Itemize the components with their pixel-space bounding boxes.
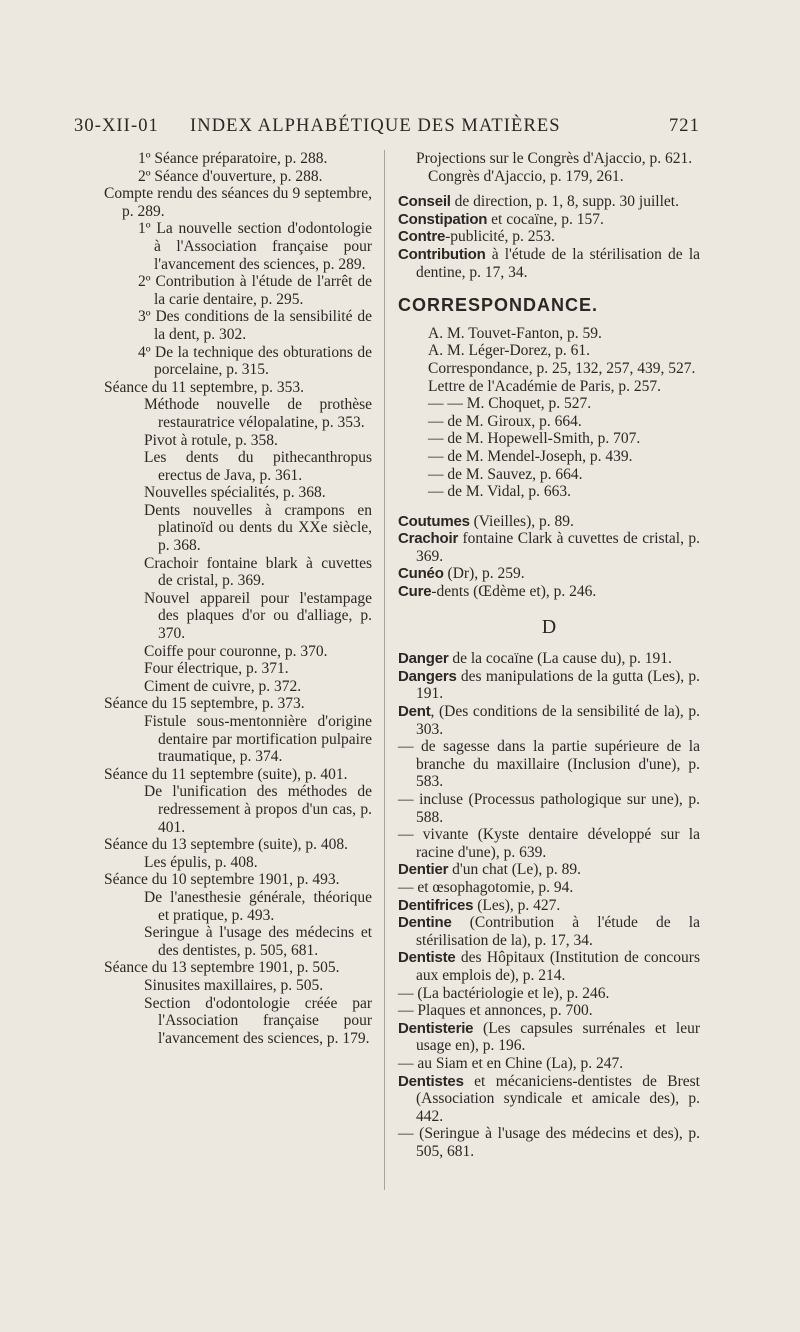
entry-headword: Danger bbox=[398, 650, 449, 668]
index-entry bbox=[398, 826, 700, 861]
section-letter: D bbox=[541, 615, 557, 638]
entry-headword: Dangers bbox=[398, 667, 457, 685]
entry-headword: Cunéo bbox=[398, 565, 444, 583]
index-entry bbox=[398, 1125, 700, 1160]
index-entry: Nouvelles spécialités, p. 368. bbox=[144, 484, 326, 502]
index-entry bbox=[398, 791, 700, 826]
index-entry bbox=[398, 513, 700, 531]
column-divider bbox=[384, 150, 385, 1190]
index-entry bbox=[398, 914, 700, 949]
index-entry: — de M. Hopewell-Smith, p. 707. bbox=[428, 430, 641, 448]
entry-text: — au Siam et en Chine (La), p. 247. bbox=[398, 1054, 624, 1072]
index-entry: Ciment de cuivre, p. 372. bbox=[144, 677, 302, 695]
index-entry bbox=[398, 738, 700, 791]
index-entry: Nouvel appareil pour l'estampage des plaques d'or ou d'alliage, p. 370. bbox=[144, 589, 372, 643]
index-entry: Compte rendu des séances du 9 septembre, p. 289. bbox=[104, 185, 372, 220]
entry-text: fontaine Clark à cuvettes de cristal, p. 369. bbox=[416, 530, 700, 565]
entry-text: (Dr), p. 259. bbox=[443, 565, 525, 583]
entry-headword: Constipation bbox=[398, 210, 488, 228]
index-entry: Méthode nouvelle de prothèse restauratrice vélopalatine, p. 353. bbox=[144, 396, 372, 431]
entry-text: des Hôpitaux (Institution de concours aux emplois de), p. 214. bbox=[416, 949, 700, 984]
index-entry: 3º Des conditions de la sensibilité de la dent, p. 302. bbox=[138, 308, 372, 343]
index-entry: Lettre de l'Académie de Paris, p. 257. bbox=[428, 377, 662, 395]
entry-headword: Dentine bbox=[398, 914, 452, 932]
index-entry bbox=[398, 879, 700, 897]
index-entry bbox=[398, 530, 700, 565]
entries-conseil-contribution bbox=[398, 193, 700, 281]
entries-coutumes-cure bbox=[398, 513, 700, 601]
index-entry: Section d'odontologie créée par l'Association française pour l'avancement des sciences, p. 179. bbox=[144, 994, 372, 1047]
entry-headword: Dent bbox=[398, 703, 431, 721]
entry-headword: Dentiste bbox=[398, 949, 456, 967]
index-entry: — de M. Mendel-Joseph, p. 439. bbox=[428, 447, 633, 465]
index-entry: 2º Contribution à l'étude de l'arrêt de la carie dentaire, p. 295. bbox=[138, 273, 372, 308]
index-entry: 4º De la technique des obturations de porcelaine, p. 315. bbox=[138, 343, 372, 379]
index-entry bbox=[398, 193, 700, 211]
entry-headword: Dentifrices bbox=[398, 896, 474, 914]
entry-text: des manipulations de la gutta (Les), p. 191. bbox=[416, 667, 700, 703]
page-number: 721 bbox=[668, 116, 700, 136]
index-entry: Congrès d'Ajaccio, p. 179, 261. bbox=[428, 167, 624, 185]
entry-text: -publicité, p. 253. bbox=[445, 228, 555, 246]
index-entry bbox=[398, 1020, 700, 1055]
entry-text: et mécaniciens-dentistes de Brest (Association syndicale et amicale des), p. 442. bbox=[416, 1072, 700, 1125]
index-entry: Séance du 15 septembre, p. 373. bbox=[104, 695, 305, 713]
index-entry: Séance du 13 septembre (suite), p. 408. bbox=[104, 836, 349, 854]
entry-text: — incluse (Processus pathologique sur une), p. 588. bbox=[398, 791, 700, 826]
index-entry: De l'anesthesie générale, théorique et pratique, p. 493. bbox=[144, 888, 372, 924]
index-entry: 1º La nouvelle section d'odontologie à l'Association française pour l'avancement des sciences, p. 289. bbox=[138, 220, 372, 273]
entry-text: à l'étude de la stérilisation de la dentine, p. 17, 34. bbox=[416, 245, 700, 281]
section-heading: CORRESPONDANCE. bbox=[398, 295, 599, 316]
index-entry: Projections sur le Congrès d'Ajaccio, p. 621. bbox=[416, 150, 693, 167]
index-entry bbox=[398, 1002, 700, 1020]
index-entry: 2º Séance d'ouverture, p. 288. bbox=[138, 167, 323, 185]
entry-text: — et œsophagotomie, p. 94. bbox=[398, 878, 574, 896]
index-entry bbox=[398, 861, 700, 879]
entry-text: de direction, p. 1, 8, supp. 30 juillet. bbox=[450, 193, 679, 211]
index-entry: Correspondance, p. 25, 132, 257, 439, 527. bbox=[428, 359, 696, 377]
entry-text: d'un chat (Le), p. 89. bbox=[448, 861, 582, 879]
entry-headword: Contre bbox=[398, 228, 446, 246]
entry-text: (Contribution à l'étude de la stérilisation de la), p. 17, 34. bbox=[416, 914, 700, 949]
index-entry bbox=[398, 228, 700, 246]
entry-text: -dents (Œdème et), p. 246. bbox=[431, 583, 597, 601]
index-entry: Fistule sous-mentonnière d'origine dentaire par mortification pulpaire traumatique, p. 374. bbox=[144, 713, 372, 766]
index-entry: Seringue à l'usage des médecins et des dentistes, p. 505, 681. bbox=[144, 924, 372, 959]
index-entry: — de M. Sauvez, p. 664. bbox=[428, 465, 583, 483]
entry-text: , (Des conditions de la sensibilité de la), p. 303. bbox=[416, 703, 700, 738]
index-entry: Coiffe pour couronne, p. 370. bbox=[144, 642, 328, 660]
index-entry: A. M. Touvet-Fanton, p. 59. bbox=[428, 324, 602, 342]
header-date: 30-XII-01 bbox=[74, 116, 159, 136]
index-entry: Dents nouvelles à crampons en platinoïd ou dents du XXe siècle, p. 368. bbox=[144, 501, 372, 555]
index-entry: Les épulis, p. 408. bbox=[144, 853, 258, 871]
index-entry bbox=[398, 668, 700, 703]
entry-text: (Les), p. 427. bbox=[473, 896, 561, 914]
right-column bbox=[398, 150, 700, 1160]
entries-d bbox=[398, 650, 700, 1160]
index-entry bbox=[398, 565, 700, 583]
index-entry bbox=[398, 949, 700, 984]
left-column bbox=[104, 150, 372, 1047]
index-entry: Séance du 11 septembre (suite), p. 401. bbox=[104, 765, 348, 783]
index-entry: Four électrique, p. 371. bbox=[144, 660, 289, 678]
index-entry bbox=[398, 1073, 700, 1126]
entry-text: — (La bactériologie et le), p. 246. bbox=[398, 984, 610, 1002]
entry-headword: Coutumes bbox=[398, 512, 470, 530]
entry-text: et cocaïne, p. 157. bbox=[487, 210, 604, 228]
index-entry bbox=[398, 1055, 700, 1073]
entry-headword: Dentier bbox=[398, 861, 449, 879]
entry-text: (Les capsules surrénales et leur usage en), p. 196. bbox=[416, 1019, 700, 1055]
entry-headword: Conseil bbox=[398, 193, 451, 211]
index-entry: — de M. Vidal, p. 663. bbox=[428, 483, 572, 501]
entry-headword: Contribution bbox=[398, 245, 486, 263]
index-entry bbox=[398, 703, 700, 738]
entry-text: — (Seringue à l'usage des médecins et des), p. 505, 681. bbox=[398, 1125, 700, 1160]
entry-text: — de sagesse dans la partie supérieure de la branche du maxillaire (Inclusion d'une), p. 583. bbox=[398, 738, 700, 791]
index-entry: A. M. Léger-Dorez, p. 61. bbox=[428, 342, 590, 360]
index-entry: 1º Séance préparatoire, p. 288. bbox=[138, 150, 328, 167]
index-entry bbox=[398, 246, 700, 281]
index-entry: De l'unification des méthodes de redressement à propos d'un cas, p. 401. bbox=[144, 783, 372, 836]
entry-headword: Dentistes bbox=[398, 1072, 464, 1090]
index-entry bbox=[398, 985, 700, 1003]
index-entry: — — M. Choquet, p. 527. bbox=[428, 395, 592, 413]
header-title: INDEX ALPHABÉTIQUE DES MATIÈRES bbox=[190, 116, 561, 136]
entry-text: (Vieilles), p. 89. bbox=[469, 512, 574, 530]
index-entry: Les dents du pithecanthropus erectus de Java, p. 361. bbox=[144, 449, 372, 484]
index-entry bbox=[398, 211, 700, 229]
entry-text: de la cocaïne (La cause du), p. 191. bbox=[448, 650, 672, 668]
entry-headword: Crachoir bbox=[398, 530, 459, 548]
index-entry: — de M. Giroux, p. 664. bbox=[428, 412, 582, 430]
entry-headword: Dentisterie bbox=[398, 1019, 474, 1037]
index-entry bbox=[398, 897, 700, 915]
entry-headword: Cure bbox=[398, 583, 432, 601]
index-entry: Séance du 10 septembre 1901, p. 493. bbox=[104, 871, 340, 889]
entry-text: — Plaques et annonces, p. 700. bbox=[398, 1002, 593, 1020]
index-entry: Sinusites maxillaires, p. 505. bbox=[144, 976, 324, 994]
index-entry bbox=[398, 583, 700, 601]
index-entry: Séance du 11 septembre, p. 353. bbox=[104, 378, 305, 396]
entry-text: — vivante (Kyste dentaire développé sur la racine d'une), p. 639. bbox=[398, 826, 700, 861]
index-entry: Séance du 13 septembre 1901, p. 505. bbox=[104, 959, 340, 977]
index-entry: Crachoir fontaine blark à cuvettes de cristal, p. 369. bbox=[144, 554, 372, 590]
index-entry: Pivot à rotule, p. 358. bbox=[144, 431, 278, 449]
index-entry bbox=[398, 650, 700, 668]
